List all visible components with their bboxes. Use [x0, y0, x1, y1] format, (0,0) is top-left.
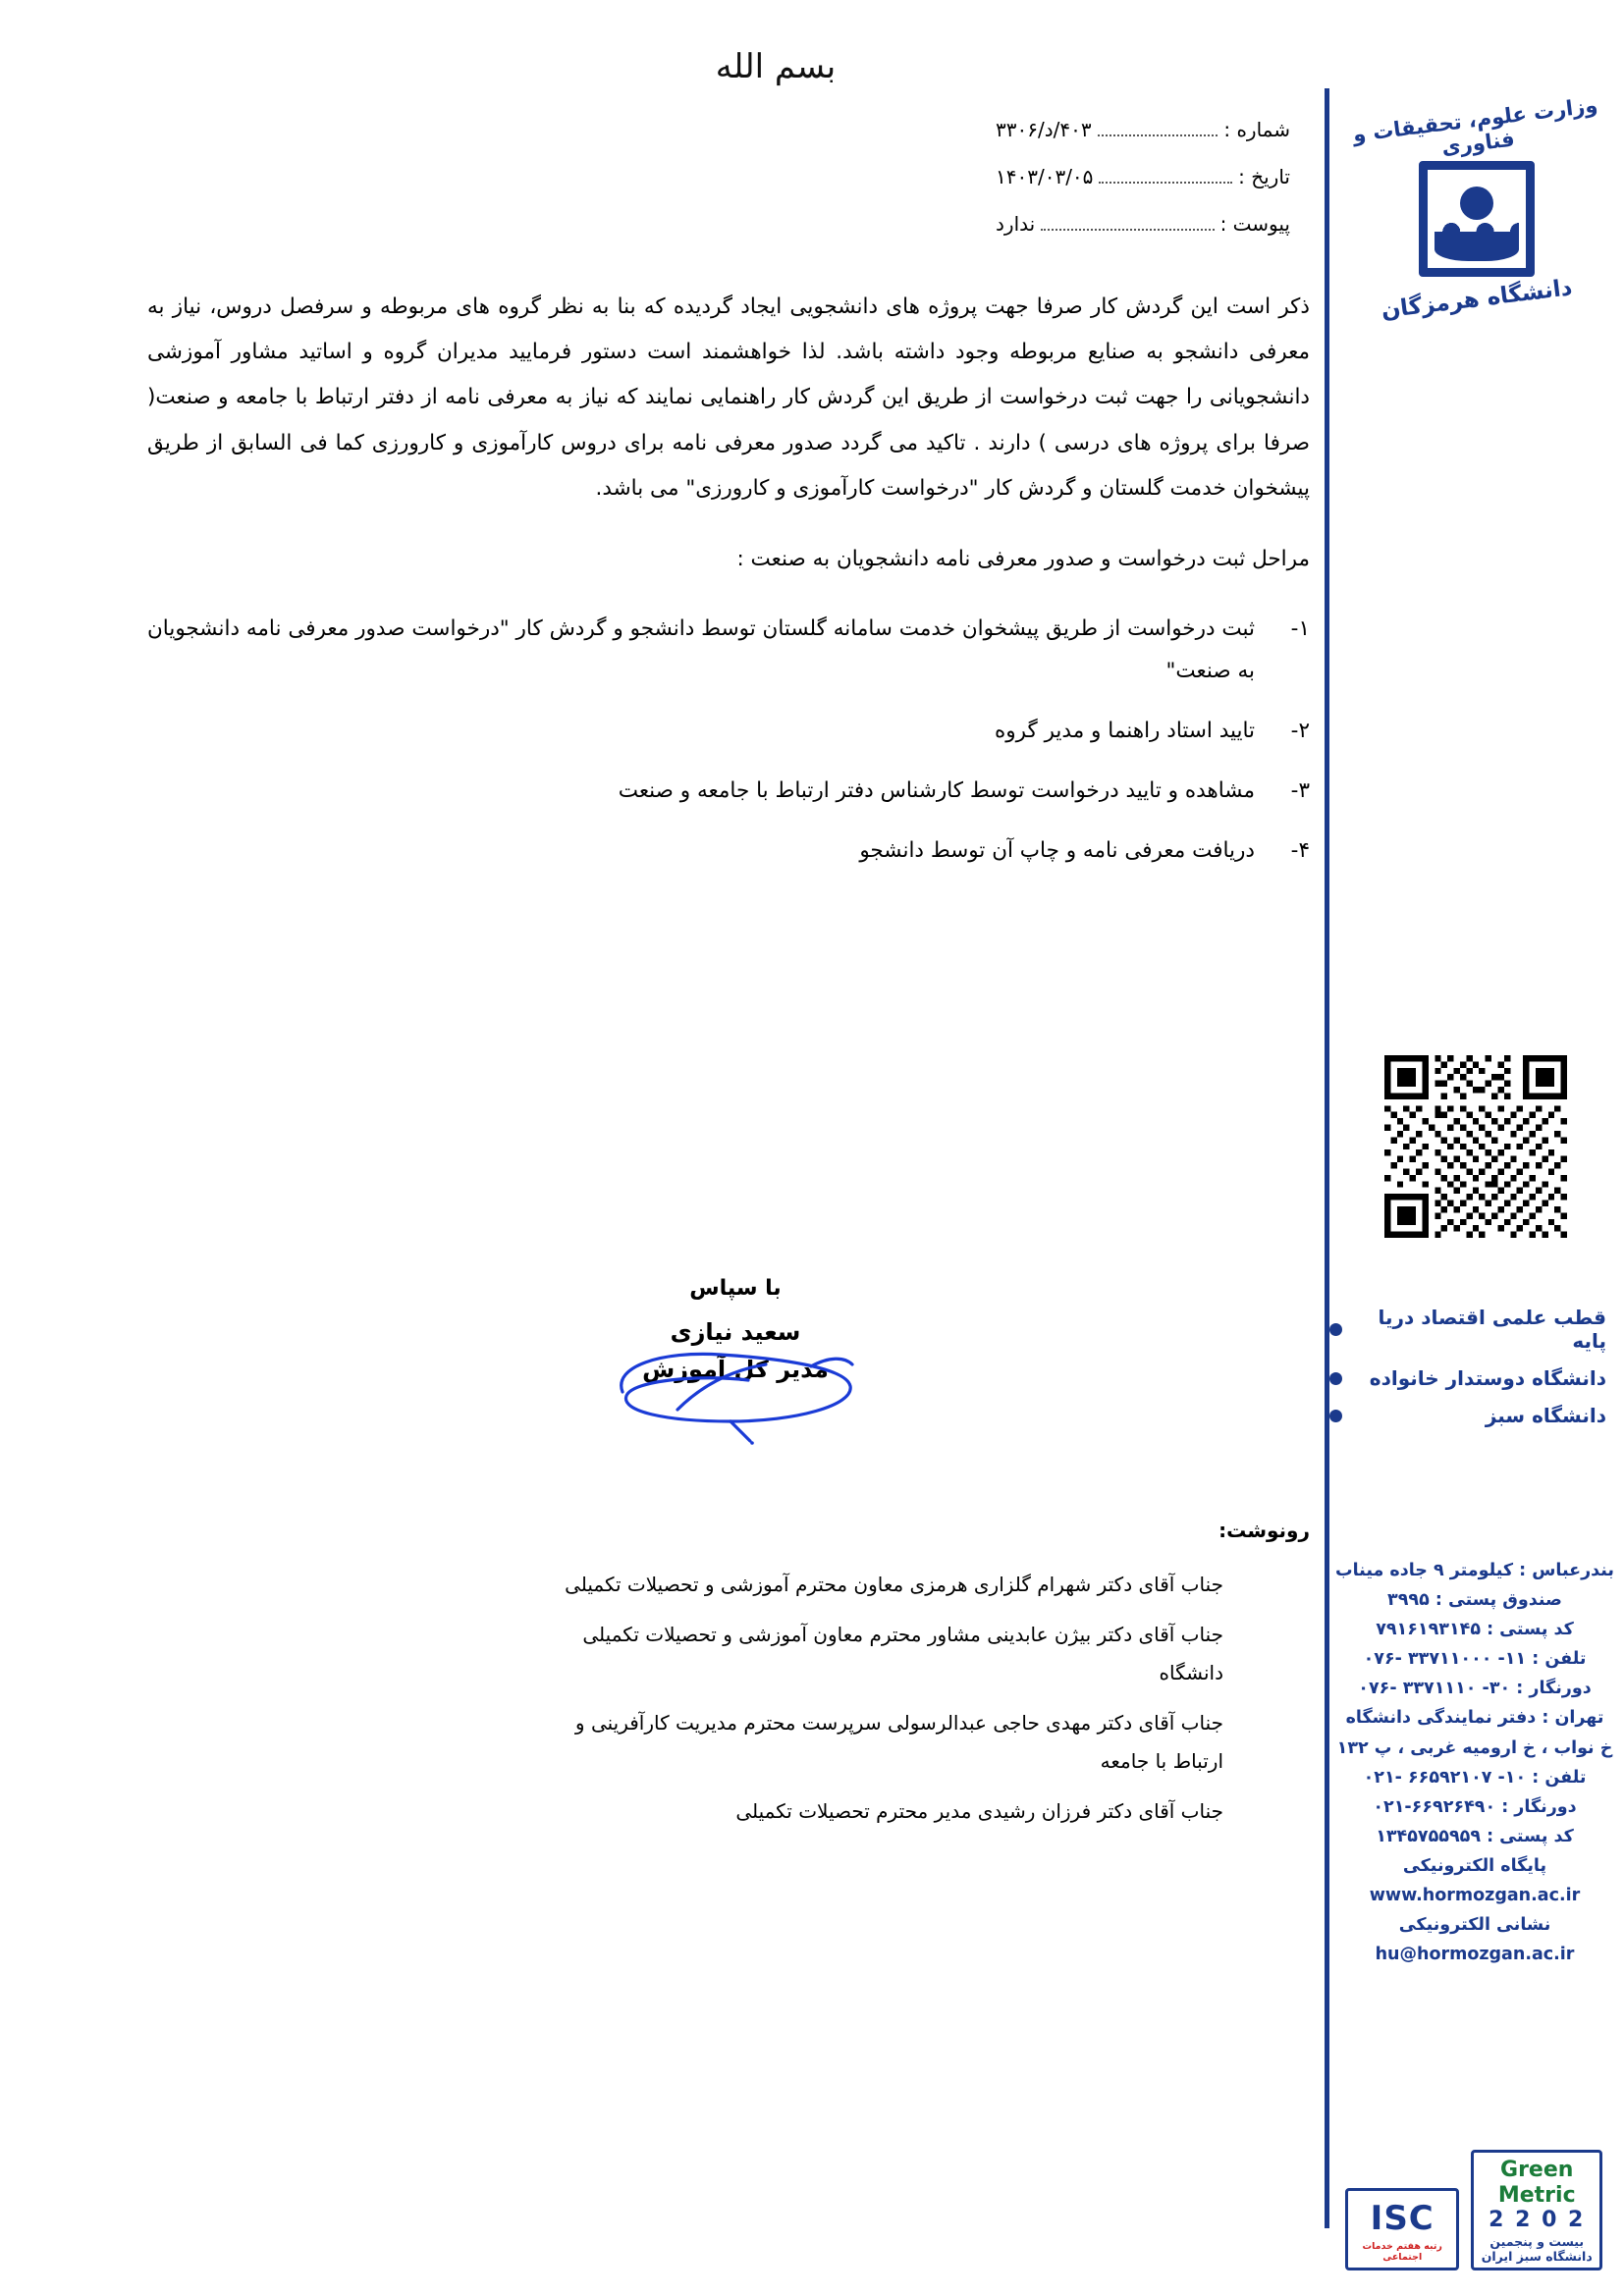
hormozgan-university-logo-icon — [1419, 161, 1535, 277]
meta-value-date: ۱۴۰۳/۰۳/۰۵ — [996, 165, 1094, 188]
step-number: ۲- — [1290, 719, 1310, 744]
step-number: ۱- — [1290, 616, 1310, 642]
address-line: دورنگار : ۶۶۹۲۶۴۹۰-۰۲۱ — [1373, 1796, 1577, 1817]
step-text: تایید استاد راهنما و مدیر گروه — [994, 719, 1255, 744]
cc-item: جناب آقای دکتر شهرام گلزاری هرمزی معاون محترم آموزشی و تحصیلات تکمیلی — [565, 1573, 1223, 1596]
website-url[interactable]: www.hormozgan.ac.ir — [1369, 1886, 1581, 1906]
body-paragraph-1: ذکر است این گردش کار صرفا جهت پروژه های دانشجویی ایجاد گردیده که بنا به نظر گروه های مربوطه و سرفصل دروس، نیاز به معرفی دانشجو به صنایع مربوطه وجود داشته باشد. لذا خواهشمند است دستور فرمایید مدیران گروه و اساتید مشاور آموزشی دانشجویانی را جهت ثبت درخواست از طریق این گردش کار راهنمایی نمایند که نیاز به معرفی نامه از دفتر ارتباط با جامعه و صنعت( صرفا برای پروژه های درسی ) دارند . تاکید می گردد صدور معرفی نامه برای دروس کارآموزی و کارورزی کما فی السابق از طریق پیشخوان خدمت گلستان و گردش کار "درخواست کارآموزی و کارورزی" می باشد. — [147, 294, 1310, 501]
meta-value-number: ۴۰۳/د/۳۳۰۶ — [996, 118, 1092, 141]
address-line: صندوق پستی : ۳۹۹۵ — [1387, 1590, 1562, 1611]
step-number: ۳- — [1290, 778, 1310, 804]
list-item — [147, 608, 1310, 692]
address-line: تلفن : ۱۰- ۶۶۵۹۲۱۰۷ -۰۲۱ — [1363, 1767, 1587, 1788]
basmala-text: بسم الله — [715, 47, 837, 86]
meta-dots — [1098, 123, 1218, 136]
step-text: دریافت معرفی نامه و چاپ آن توسط دانشجو — [859, 838, 1255, 864]
meta-dots — [1041, 217, 1214, 231]
meta-row-date — [996, 165, 1290, 188]
slogan-text: قطب علمی اقتصاد دریا پایه — [1378, 1306, 1606, 1353]
signature-thanks: با سپاس — [689, 1276, 782, 1301]
address-line: کد پستی : ۷۹۱۶۱۹۳۱۴۵ — [1376, 1620, 1574, 1640]
address-line: تلفن : ۱۱- ۳۳۷۱۱۰۰۰ -۰۷۶ — [1363, 1649, 1587, 1670]
bullet-icon — [1329, 1372, 1342, 1385]
address-line: دورنگار : ۳۰- ۳۳۷۱۱۱۰ -۰۷۶ — [1358, 1679, 1592, 1699]
university-logo-block — [1339, 92, 1614, 324]
list-item — [1329, 1366, 1606, 1390]
badge-row — [1345, 2150, 1602, 2270]
meta-label-date: تاریخ : — [1238, 165, 1290, 188]
body-paragraph-2: مراحل ثبت درخواست و صدور معرفی نامه دانشجویان به صنعت : — [736, 547, 1310, 572]
email-address[interactable]: hu@hormozgan.ac.ir — [1375, 1945, 1575, 1965]
greenmetric-line1: Green — [1500, 2158, 1574, 2183]
isc-subtitle: رتبه هفتم خدمات اجتماعی — [1362, 2241, 1442, 2263]
qr-code-icon — [1384, 1055, 1567, 1238]
signature-block — [573, 1276, 897, 1383]
address-line: تهران : دفتر نمایندگی دانشگاه — [1345, 1708, 1604, 1729]
website-label: پایگاه الکترونیکی — [1402, 1855, 1547, 1876]
qr-code-svg — [1384, 1055, 1567, 1238]
meta-value-attachment: ندارد — [996, 212, 1036, 236]
greenmetric-rank: بیست و پنجمین — [1489, 2234, 1585, 2250]
slogan-text: دانشگاه سبز — [1485, 1404, 1606, 1427]
cc-item: جناب آقای دکتر بیژن عابدینی مشاور محترم معاون آموزشی و تحصیلات تکمیلی دانشگاه — [582, 1623, 1223, 1684]
list-item — [147, 829, 1310, 872]
address-line: بندرعباس : کیلومتر ۹ جاده میناب — [1335, 1561, 1614, 1580]
greenmetric-line2: Metric — [1497, 2182, 1576, 2208]
ministry-name: وزارت علوم، تحقیقات و فناوری — [1351, 92, 1599, 160]
bullet-icon — [1329, 1323, 1342, 1336]
isc-logo-text: ISC — [1370, 2199, 1435, 2238]
letter-meta — [996, 118, 1290, 259]
greenmetric-year: 2 0 2 2 — [1489, 2207, 1586, 2232]
meta-dots — [1099, 170, 1232, 184]
signature-title: مدیر کل آموزش — [642, 1356, 829, 1383]
meta-label-number: شماره : — [1223, 118, 1290, 141]
contact-address-block — [1335, 1556, 1614, 1969]
address-line: کد پستی : ۱۳۴۵۷۵۵۹۵۹ — [1376, 1826, 1574, 1846]
address-line: خ نواب ، خ ارومیه غربی ، پ ۱۳۲ — [1336, 1737, 1613, 1758]
cc-item: جناب آقای دکتر مهدی حاجی عبدالرسولی سرپرست محترم مدیریت کارآفرینی و ارتباط با جامعه — [574, 1711, 1223, 1773]
meta-row-attachment — [996, 212, 1290, 236]
list-item — [1329, 1306, 1606, 1353]
step-number: ۴- — [1290, 838, 1310, 864]
list-item — [1329, 1404, 1606, 1427]
isc-badge — [1345, 2188, 1459, 2270]
list-item — [147, 710, 1310, 752]
slogan-list — [1329, 1306, 1610, 1441]
steps-list — [147, 608, 1310, 872]
greenmetric-subtitle: دانشگاه سبز ایران — [1481, 2248, 1593, 2264]
greenmetric-badge — [1471, 2150, 1602, 2270]
signature-name: سعید نیازی — [670, 1318, 801, 1346]
meta-label-attachment: پیوست : — [1219, 212, 1290, 236]
university-name: دانشگاه هرمزگان — [1380, 275, 1574, 324]
slogan-text: دانشگاه دوستدار خانواده — [1369, 1366, 1606, 1390]
meta-row-number — [996, 118, 1290, 141]
letter-body — [147, 285, 1310, 889]
step-text: مشاهده و تایید درخواست توسط کارشناس دفتر ارتباط با جامعه و صنعت — [618, 778, 1255, 804]
cc-title: رونوشت: — [1218, 1519, 1310, 1542]
step-text: ثبت درخواست از طریق پیشخوان خدمت سامانه گلستان توسط دانشجو و گردش کار "درخواست صدور معرفی نامه دانشجویان به صنعت" — [147, 616, 1255, 684]
list-item — [147, 770, 1310, 812]
letterhead-sidebar — [1329, 0, 1624, 2296]
cc-block — [550, 1512, 1310, 1842]
cc-item: جناب آقای دکتر فرزان رشیدی مدیر محترم تحصیلات تکمیلی — [735, 1799, 1223, 1823]
email-label: نشانی الکترونیکی — [1398, 1915, 1551, 1936]
bullet-icon — [1329, 1410, 1342, 1422]
